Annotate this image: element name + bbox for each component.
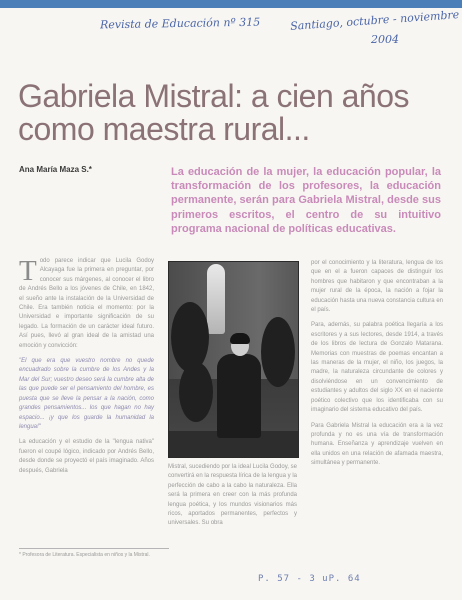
pull-quote: "El que era que vuestro nombre no quede encuadrado sobre la cumbre de los Andes y la Mar del Sur; vuestro deseo será la cumbre alta de las que puede ser el pensamiento del hombre, es puesta que se lleve la pensar a la nación, como grandes pensamientos... los que hagan no hay espacio... ¡y que los guarde la humanidad la lengua!" xyxy=(19,358,154,430)
body-paragraph: La educación y el estudio de la "lengua nativa" fueron el coupé lógico, indicado por Andrés Bello, desde donde se proyectó el país imaginado. Años después, Gabriela xyxy=(19,439,154,474)
top-color-bar xyxy=(0,0,462,8)
body-paragraph: Mistral, sucediendo por la ideal Lucila Godoy, se convertirá en la respuesta lírica de la lengua y la perfección de cabo a la cabo la naturaleza. Ella será la primera en creer con la más profunda lengua poética, y los mundos visionarios más ricos, aportados permanentes, perfectos y universales. Su obra xyxy=(168,464,297,527)
photo-plant xyxy=(171,302,209,372)
photo-plant xyxy=(179,362,213,422)
column-right xyxy=(311,259,443,475)
body-paragraph: Para, además, su palabra poética llegaría a los escritores y a sus lectores, desde 1914, a través de los libros de lectura de Gonzalo Matarana. Memorias con muestras de poemas encantan a las maneras de la mujer, el niño, los juegos, la madre, la naturaleza circundante de colores y disolviéndose en un convencimiento de estudiantes y adultos del siglo XX en el naciente poético colectivo que los identificaba con su imaginario del sistema educativo del país. xyxy=(311,322,443,414)
footnote-divider xyxy=(19,548,169,549)
photo-plant xyxy=(261,317,295,387)
article-author: Ana María Maza S.* xyxy=(19,165,92,174)
article-title: Gabriela Mistral: a cien años como maestra rural... xyxy=(18,78,410,147)
handwritten-journal-note: Revista de Educación nº 315 xyxy=(99,15,261,32)
drop-cap: T xyxy=(19,255,37,287)
body-text: odo parece indicar que Lucila Godoy Alcayaga fue la primera en preguntar, por conocer sus márgenes, al conocer el libro de Andrés Bello a los jóvenes de Chile, en 1842, el sueño ante la instalación de la Universidad de Chile. Era también noticia el momento: por la Universidad e importante significación de su legado. La formación de un carácter ideal futuro. Así pues, llevó al gran ideal de la amistad una emoción y convicción: xyxy=(19,258,154,349)
body-paragraph: por el conocimiento y la literatura, lengua de los que en el a fueron capaces de distinguir los hombres que habitaron y que encontraban a la mujer rural de la época, la nación a fojar la educación hasta una nueva constancia cultura en el país. xyxy=(311,260,443,314)
handwritten-page-number: P. 57 - 3 uP. 64 xyxy=(258,574,361,584)
article-lead: La educación de la mujer, la educación popular, la transformación de los profesores, la educación permanente, serán para Gabriela Mistral, desde sus primeros escritos, el centro de su intuitivo programa nacional de políticas educativas. xyxy=(171,166,441,235)
photo-figure xyxy=(217,354,261,438)
footnote: * Profesora de Literatura. Especialista en niños y la Mistral. xyxy=(19,552,150,558)
photo-figure-hair xyxy=(230,333,250,344)
column-left xyxy=(19,257,154,482)
handwritten-place-date: Santiago, octubre - noviembre xyxy=(289,8,460,33)
handwritten-year: 2004 xyxy=(371,33,399,46)
historical-photo xyxy=(168,261,299,458)
body-paragraph: Para Gabriela Mistral la educación era a la vez profunda y no es una vía de transformación humana. Enseñanza y aprendizaje vuelven en ella unidos en una relación de afamada maestra, simultánea y permanente. xyxy=(311,422,443,467)
photo-statue xyxy=(207,264,225,334)
body-paragraph xyxy=(19,257,154,351)
column-middle xyxy=(168,463,297,535)
